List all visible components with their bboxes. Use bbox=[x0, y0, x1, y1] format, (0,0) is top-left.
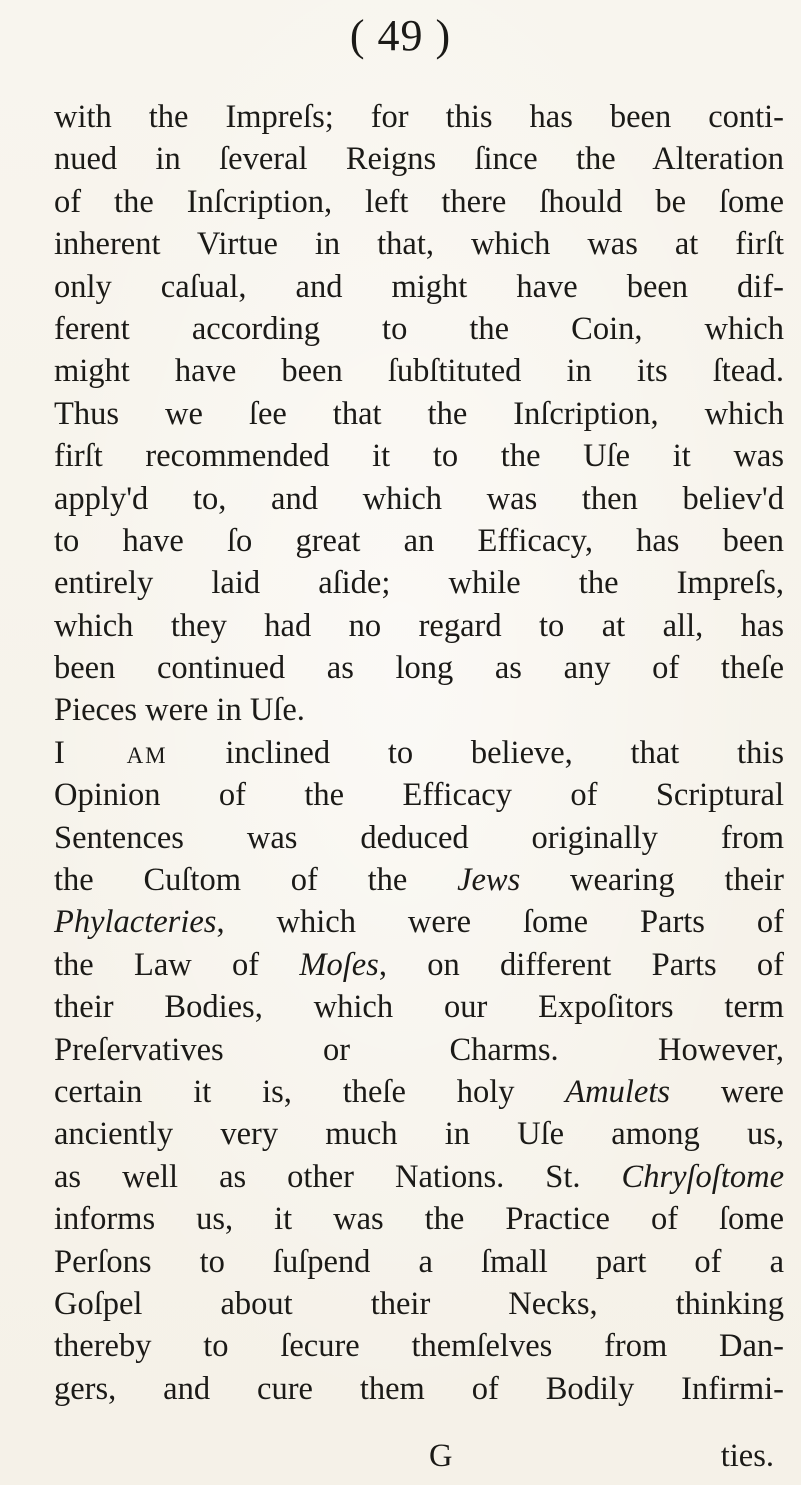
text-line: gers, and cure them of Bodily Infirmi- bbox=[54, 1370, 784, 1407]
text-fragment: were bbox=[670, 1073, 784, 1110]
text-line: which they had no regard to at all, has bbox=[54, 607, 784, 644]
italic-term: Chryſoſtome bbox=[621, 1158, 784, 1195]
text-line: Pieces were in Uſe. bbox=[54, 692, 305, 729]
signature-mark: G bbox=[429, 1438, 453, 1474]
text-line: been continued as long as any of theſe bbox=[54, 650, 784, 687]
text-line: Sentences was deduced originally from bbox=[54, 819, 784, 856]
italic-term: Jews bbox=[457, 862, 521, 899]
paragraph-lead-word: I am bbox=[54, 734, 168, 771]
italic-term: Amulets bbox=[565, 1073, 671, 1110]
text-fragment: , which were ſome Parts of bbox=[216, 904, 784, 941]
catchword: ties. bbox=[720, 1438, 774, 1474]
text-line: of the Inſcription, left there ſhould be ſome bbox=[54, 183, 784, 220]
text-line: Goſpel about their Necks, thinking bbox=[54, 1285, 784, 1322]
text-line bbox=[54, 1156, 784, 1198]
text-line: only caſual, and might have been dif- bbox=[54, 268, 784, 305]
text-fragment: as well as other Nations. St. bbox=[54, 1158, 622, 1195]
text-line bbox=[54, 1071, 784, 1113]
text-fragment: inclined to believe, that this bbox=[167, 734, 784, 771]
text-line: nued in ſeveral Reigns ſince the Alteration bbox=[54, 141, 784, 178]
text-line: Preſervatives or Charms. However, bbox=[54, 1031, 784, 1068]
text-fragment: wearing their bbox=[520, 862, 785, 899]
text-line: Thus we ſee that the Inſcription, which bbox=[54, 395, 784, 432]
text-line: their Bodies, which our Expoſitors term bbox=[54, 989, 784, 1026]
paragraph-start-line bbox=[54, 732, 784, 774]
body-text bbox=[54, 96, 784, 1410]
text-line: Perſons to ſuſpend a ſmall part of a bbox=[54, 1243, 784, 1280]
text-line: firſt recommended it to the Uſe it was bbox=[54, 438, 784, 475]
italic-term: Moſes bbox=[299, 946, 379, 983]
text-line: might have been ſubſtituted in its ſtead. bbox=[54, 353, 784, 390]
text-line: anciently very much in Uſe among us, bbox=[54, 1116, 784, 1153]
text-line: to have ſo great an Efficacy, has been bbox=[54, 522, 784, 559]
page-number: ( 49 ) bbox=[349, 11, 452, 60]
text-fragment: the Cuſtom of the bbox=[54, 862, 458, 899]
text-line: apply'd to, and which was then believ'd bbox=[54, 480, 784, 517]
text-line: Opinion of the Efficacy of Scriptural bbox=[54, 777, 784, 814]
text-line: thereby to ſecure themſelves from Dan- bbox=[54, 1328, 784, 1365]
text-line bbox=[54, 901, 784, 943]
text-line: with the Impreſs; for this has been conti- bbox=[54, 99, 784, 135]
page-footer bbox=[54, 1435, 784, 1477]
text-line bbox=[54, 859, 784, 901]
text-fragment: the Law of bbox=[54, 946, 300, 983]
text-line: ferent according to the Coin, which bbox=[54, 310, 784, 347]
text-line bbox=[54, 944, 784, 986]
text-line: entirely laid aſide; while the Impreſs, bbox=[54, 565, 784, 602]
text-line: inherent Virtue in that, which was at firſt bbox=[54, 226, 784, 263]
text-fragment: certain it is, theſe holy bbox=[54, 1073, 566, 1110]
text-line: informs us, it was the Practice of ſome bbox=[54, 1201, 784, 1238]
italic-term: Phylacteries bbox=[54, 904, 217, 941]
text-fragment: , on different Parts of bbox=[378, 946, 784, 983]
